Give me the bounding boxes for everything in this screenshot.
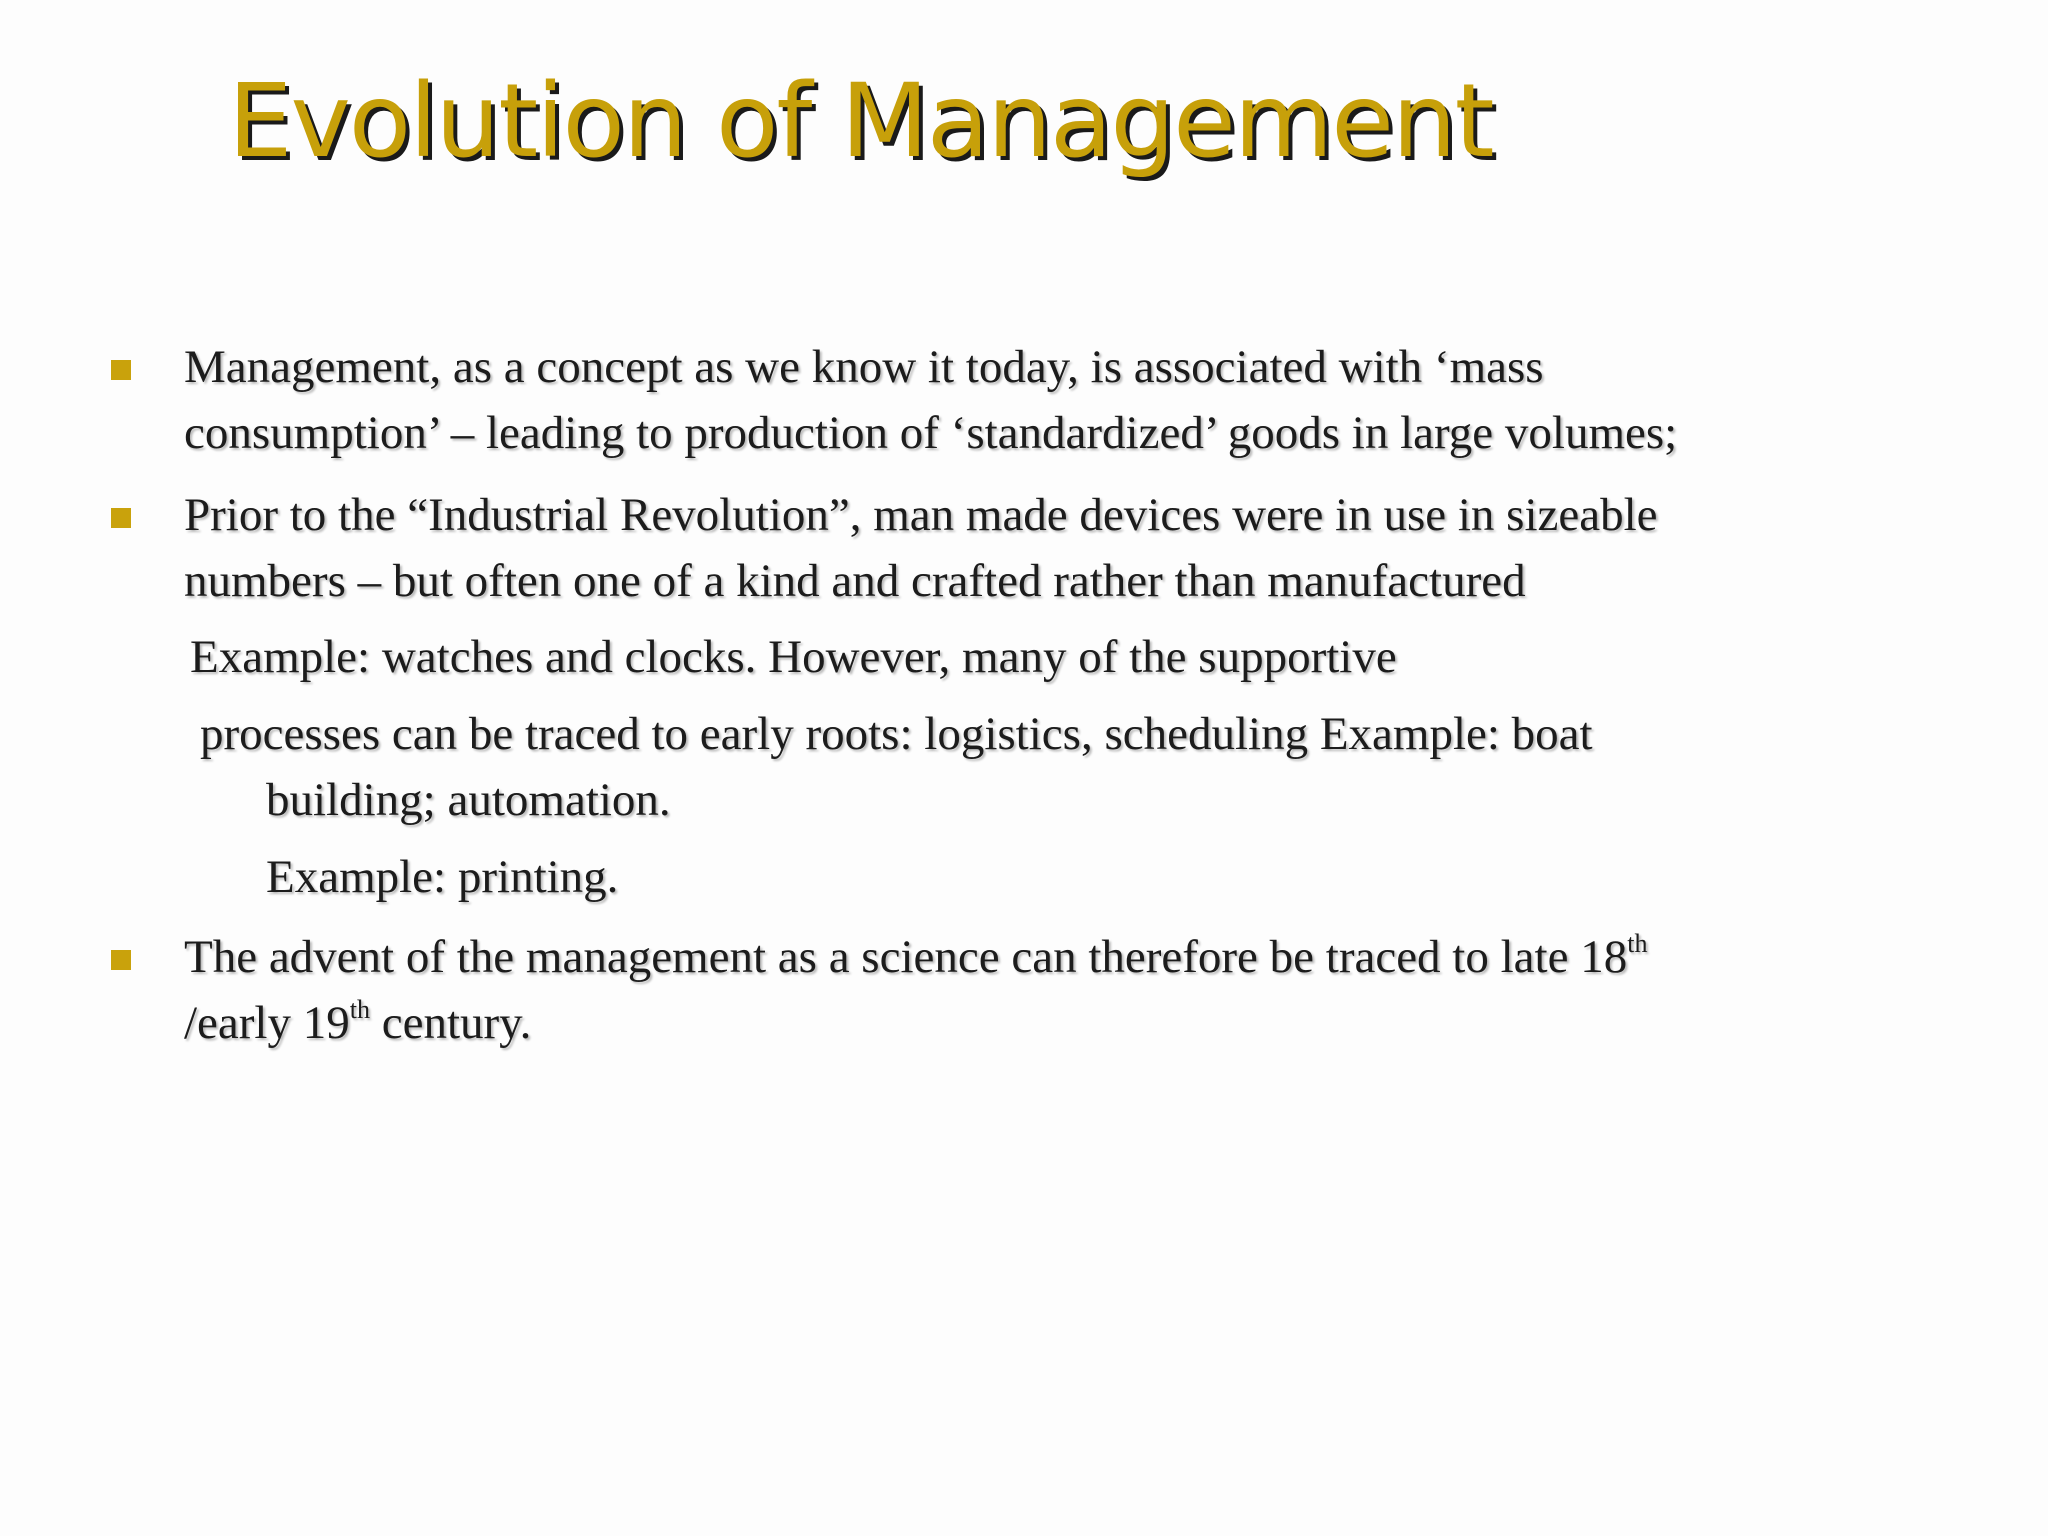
- bullet-1-line-2: consumption’ – leading to production of ‘standardized’ goods in large volumes;: [184, 407, 1678, 459]
- example-paragraph-line-2: processes can be traced to early roots: logistics, scheduling Example: boat: [200, 708, 1593, 760]
- bullet-3-line-1-text: The advent of the management as a science can therefore be traced to late 18: [184, 931, 1628, 983]
- bullet-2-line-2: numbers – but often one of a kind and crafted rather than manufactured: [184, 555, 1526, 607]
- bullet-marker-2: [111, 508, 131, 528]
- bullet-marker-3: [111, 950, 131, 970]
- example-paragraph-line-1: Example: watches and clocks. However, many of the supportive: [190, 631, 1397, 683]
- bullet-1-line-1: Management, as a concept as we know it today, is associated with ‘mass: [184, 341, 1544, 393]
- bullet-marker-1: [111, 360, 131, 380]
- bullet-3-line-2: [184, 990, 531, 1056]
- example-paragraph-line-4: Example: printing.: [266, 851, 619, 903]
- bullet-3-line-2-tail: century.: [369, 997, 532, 1049]
- slide-title: Evolution of Management: [228, 62, 1493, 181]
- bullet-3-line-1: [184, 924, 1647, 990]
- example-paragraph-line-3: building; automation.: [266, 774, 671, 826]
- bullet-3-line-2-text: /early 19: [184, 997, 350, 1049]
- bullet-2-line-1: Prior to the “Industrial Revolution”, man made devices were in use in sizeable: [184, 489, 1658, 541]
- bullet-3-line-1-superscript: th: [1627, 929, 1648, 958]
- bullet-3-line-2-superscript: th: [349, 995, 370, 1024]
